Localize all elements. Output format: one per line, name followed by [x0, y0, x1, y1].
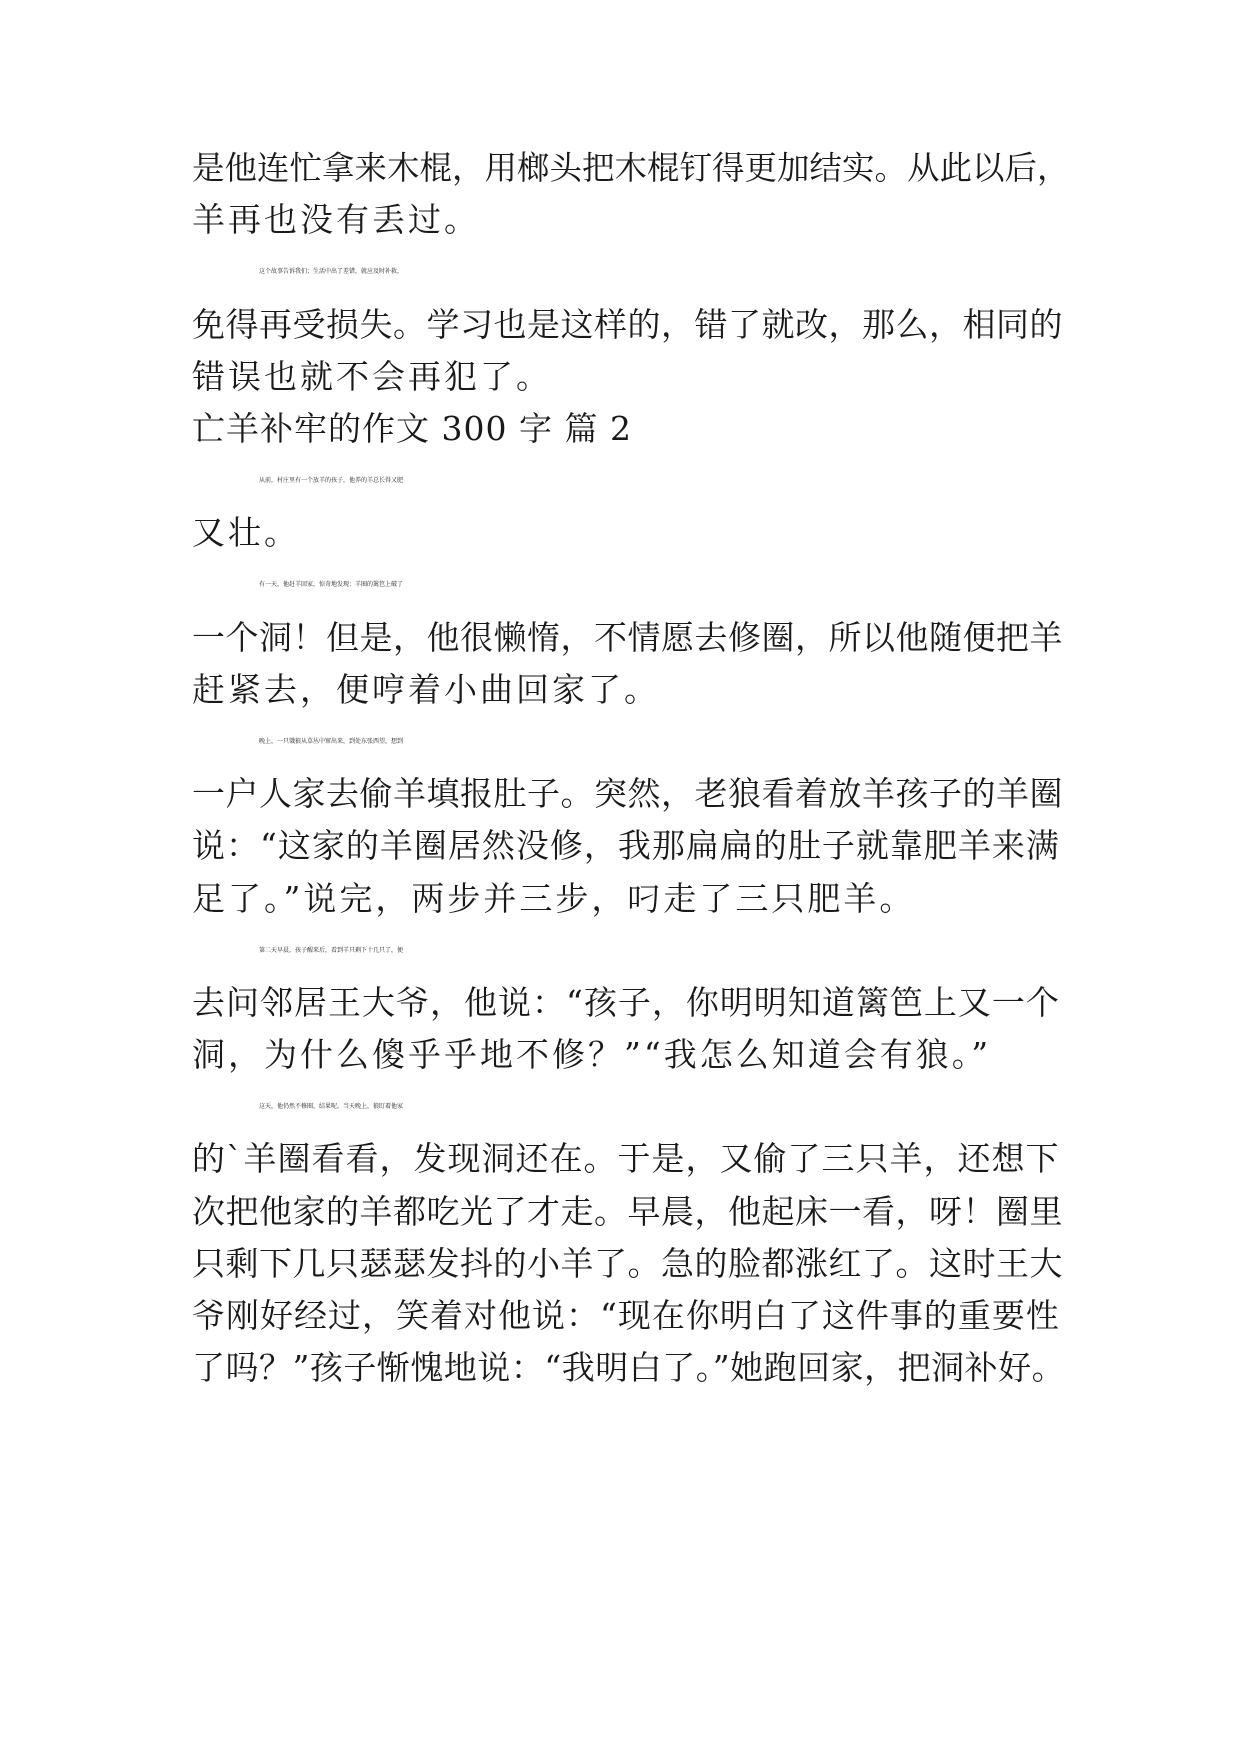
paragraph-start-line: 这天，他仍然不修圈，结果呢。当天晚上，狼盯着他家: [259, 1103, 404, 1110]
text-line: 去问邻居王大爷，他说：“孩子，你明明知道篱笆上又一个: [192, 983, 1060, 1022]
paragraph-start-line: 这个故事告诉我们；生活中出了差错，就应及时补救，: [259, 268, 404, 275]
paragraph-start-line: 晚上，一只饿狼从草丛中窜出来，到处东张西望，想到: [259, 738, 404, 745]
paragraph-start-line: 有一天，他赶羊回家，惊奇地发现：羊圈的篱笆上破了: [259, 581, 404, 588]
paragraph-start-line: 第二天早晨，孩子醒来后，看到羊只剩下十几只了，便: [259, 947, 404, 954]
text-line: 爷刚好经过，笑着对他说：“现在你明白了这件事的重要性: [192, 1296, 1060, 1335]
text-line: 的`羊圈看看，发现洞还在。于是，又偷了三只羊，还想下: [192, 1139, 1060, 1178]
text-line: 一户人家去偷羊填报肚子。突然，老狼看着放羊孩子的羊圈: [192, 774, 1063, 813]
text-line: 赶紧去，便哼着小曲回家了。: [192, 670, 660, 709]
text-line: 次把他家的羊都吃光了才走。早晨，他起床一看，呀！圈里: [192, 1192, 1063, 1231]
text-line: 了吗？”孩子惭愧地说：“我明白了。”她跑回家，把洞补好。: [192, 1348, 1066, 1387]
paragraph-start-line: 从前，村庄里有一个放羊的孩子，他养的羊总长得又肥: [259, 477, 404, 484]
text-line: 是他连忙拿来木棍，用榔头把木棍钉得更加结实。从此以后，: [192, 149, 1070, 187]
text-line: 洞，为什么傻乎乎地不修？”“我怎么知道会有狼。”: [192, 1035, 992, 1074]
text-line: 一个洞！但是，他很懒惰，不情愿去修圈，所以他随便把羊: [192, 618, 1063, 657]
text-line: 错误也就不会再犯了。: [192, 357, 552, 396]
text-line: 又壮。: [192, 513, 300, 552]
section-heading: 亡羊补牢的作文 300 字 篇 2: [192, 409, 632, 448]
text-line: 足了。”说完，两步并三步，叼走了三只肥羊。: [192, 879, 916, 918]
text-line: 说：“这家的羊圈居然没修，我那扁扁的肚子就靠肥羊来满: [192, 826, 1060, 865]
text-line: 免得再受损失。学习也是这样的，错了就改，那么，相同的: [192, 305, 1063, 344]
text-line: 只剩下几只瑟瑟发抖的小羊了。急的脸都涨红了。这时王大: [192, 1244, 1063, 1283]
text-line: 羊再也没有丢过。: [192, 200, 480, 239]
